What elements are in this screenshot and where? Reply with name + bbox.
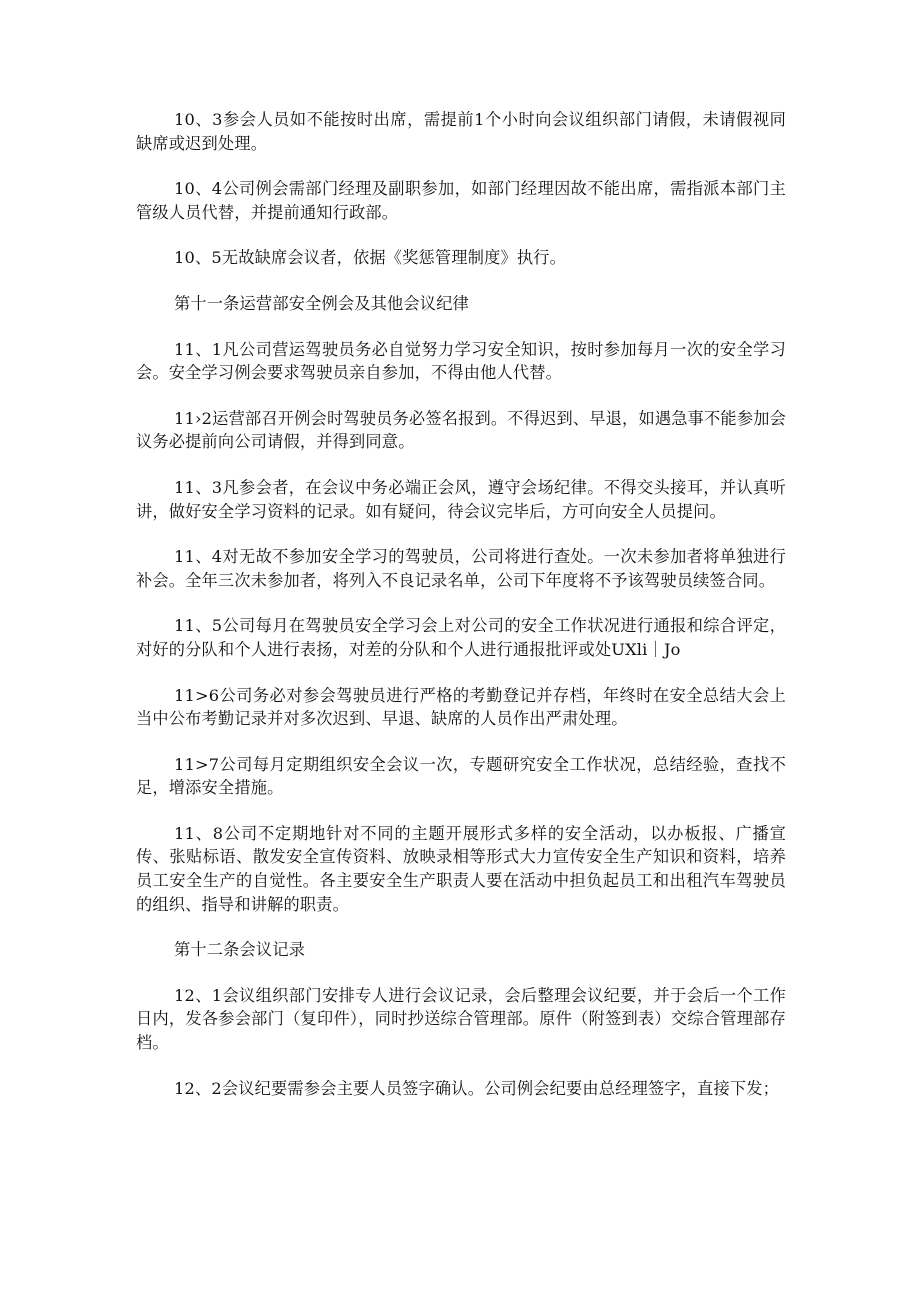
clause-11-8: 11、8公司不定期地针对不同的主题开展形式多样的安全活动，以办板报、广播宣传、张贴标语、散发安全宣传资料、放映录相等形式大力宣传安全生产知识和资料，培养员工安全生产的自觉性。各主要安全生产职责人要在活动中担负起员工和出租汽车驾驶员的组织、指导和讲解的职责。 — [136, 823, 786, 914]
article-12-heading: 第十二条会议记录 — [174, 940, 306, 960]
clause-11-2: 11›2运营部召开例会时驾驶员务必签名报到。不得迟到、早退，如遇急事不能参加会议务必提前向公司请假，并得到同意。 — [136, 408, 786, 452]
clause-10-3: 10、3参会人员如不能按时出席，需提前1个小时向会议组织部门请假，未请假视同缺席或迟到处理。 — [136, 110, 786, 153]
clause-11-7: 11>7公司每月定期组织安全会议一次，专题研究安全工作状况，总结经验，查找不足，增添安全措施。 — [136, 754, 786, 798]
clause-11-5: 11、5公司每月在驾驶员安全学习会上对公司的安全工作状况进行通报和综合评定，对好的分队和个人进行表扬，对差的分队和个人进行通报批评或处UXli｜Jo — [136, 616, 786, 659]
clause-10-5: 10、5无故缺席会议者，依据《奖惩管理制度》执行。 — [174, 248, 567, 268]
clause-10-4: 10、4公司例会需部门经理及副职参加，如部门经理因故不能出席，需指派本部门主管级人员代替，并提前通知行政部。 — [136, 179, 786, 222]
clause-12-2: 12、2会议纪要需参会主要人员签字确认。公司例会纪要由总经理签字，直接下发； — [174, 1078, 780, 1098]
clause-12-1: 12、1会议组织部门安排专人进行会议记录，会后整理会议纪要，并于会后一个工作日内，发各参会部门（复印件），同时抄送综合管理部。原件（附签到表）交综合管理部存档。 — [136, 985, 786, 1053]
clause-11-6: 11>6公司务必对参会驾驶员进行严格的考勤登记并存档，年终时在安全总结大会上当中公布考勤记录并对多次迟到、早退、缺席的人员作出严肃处理。 — [136, 685, 786, 729]
article-11-heading: 第十一条运营部安全例会及其他会议纪律 — [174, 293, 469, 313]
clause-11-4: 11、4对无故不参加安全学习的驾驶员，公司将进行查处。一次未参加者将单独进行补会。全年三次未参加者，将列入不良记录名单，公司下年度将不予该驾驶员续签合同。 — [136, 547, 786, 590]
clause-11-1: 11、1凡公司营运驾驶员务必自觉努力学习安全知识，按时参加每月一次的安全学习会。安全学习例会要求驾驶员亲自参加，不得由他人代替。 — [136, 339, 786, 383]
clause-11-3: 11、3凡参会者，在会议中务必端正会风，遵守会场纪律。不得交头接耳，并认真听讲，做好安全学习资料的记录。如有疑问，待会议完毕后，方可向安全人员提问。 — [136, 477, 786, 521]
document-page — [136, 108, 786, 1122]
